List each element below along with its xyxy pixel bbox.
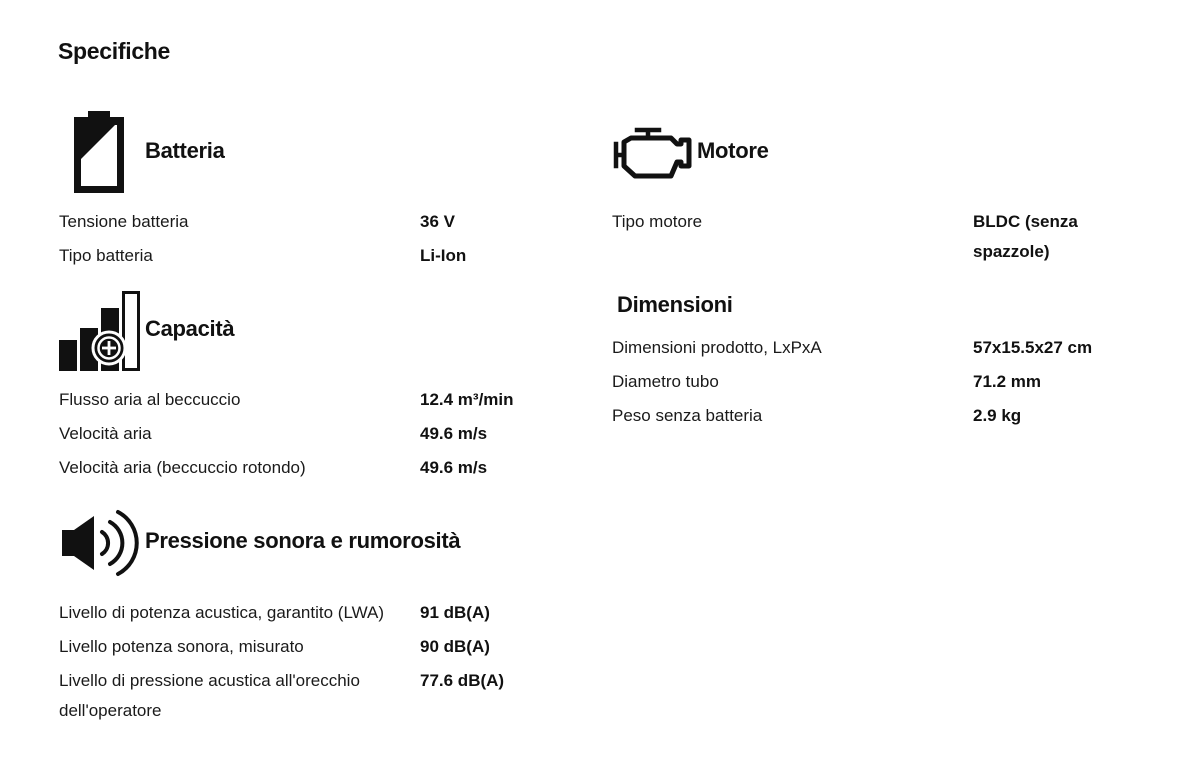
spec-label-dimensioni-prodotto: Dimensioni prodotto, LxPxA bbox=[612, 338, 822, 357]
engine-icon bbox=[611, 126, 693, 180]
spec-label-tensione-batteria: Tensione batteria bbox=[59, 212, 189, 231]
battery-icon bbox=[74, 111, 124, 193]
spec-label-flusso-aria: Flusso aria al beccuccio bbox=[59, 390, 241, 409]
spec-label-peso-senza-batteria: Peso senza batteria bbox=[612, 406, 763, 425]
spec-label-tipo-batteria: Tipo batteria bbox=[59, 246, 153, 265]
spec-label-velocita-aria-rotondo: Velocità aria (beccuccio rotondo) bbox=[59, 458, 306, 477]
spec-value-potenza-acustica-garantito: 91 dB(A) bbox=[420, 603, 490, 622]
spec-label-potenza-sonora-misurato: Livello potenza sonora, misurato bbox=[59, 637, 304, 656]
spec-value-velocita-aria: 49.6 m/s bbox=[420, 424, 488, 443]
spec-label-pressione-orecchio: Livello di pressione acustica all'orecchio dell'operatore bbox=[59, 671, 360, 720]
spec-value-velocita-aria-rotondo: 49.6 m/s bbox=[420, 458, 488, 477]
spec-value-dimensioni-prodotto: 57x15.5x27 cm bbox=[973, 338, 1093, 357]
spec-value-flusso-aria: 12.4 m³/min bbox=[420, 390, 514, 409]
section-title-capacita: Capacità bbox=[145, 316, 235, 341]
spec-label-potenza-acustica-garantito: Livello di potenza acustica, garantito (LWA) bbox=[59, 603, 385, 622]
section-title-dimensioni: Dimensioni bbox=[617, 292, 733, 317]
spec-value-tipo-batteria: Li-Ion bbox=[420, 246, 467, 265]
spec-value-pressione-orecchio: 77.6 dB(A) bbox=[420, 671, 505, 690]
speaker-icon bbox=[60, 508, 140, 578]
section-title-batteria: Batteria bbox=[145, 138, 225, 163]
spec-label-diametro-tubo: Diametro tubo bbox=[612, 372, 719, 391]
spec-value-peso-senza-batteria: 2.9 kg bbox=[973, 406, 1022, 425]
capacity-bars-icon bbox=[59, 290, 141, 372]
spec-value-tipo-motore: BLDC (senza spazzole) bbox=[973, 212, 1078, 261]
section-title-pressione-sonora: Pressione sonora e rumorosità bbox=[145, 528, 461, 553]
section-title-motore: Motore bbox=[697, 138, 769, 163]
spec-value-diametro-tubo: 71.2 mm bbox=[973, 372, 1042, 391]
spec-value-tensione-batteria: 36 V bbox=[420, 212, 455, 231]
spec-value-potenza-sonora-misurato: 90 dB(A) bbox=[420, 637, 490, 656]
spec-label-velocita-aria: Velocità aria bbox=[59, 424, 152, 443]
page-title: Specifiche bbox=[58, 38, 171, 64]
spec-label-tipo-motore: Tipo motore bbox=[612, 212, 703, 231]
